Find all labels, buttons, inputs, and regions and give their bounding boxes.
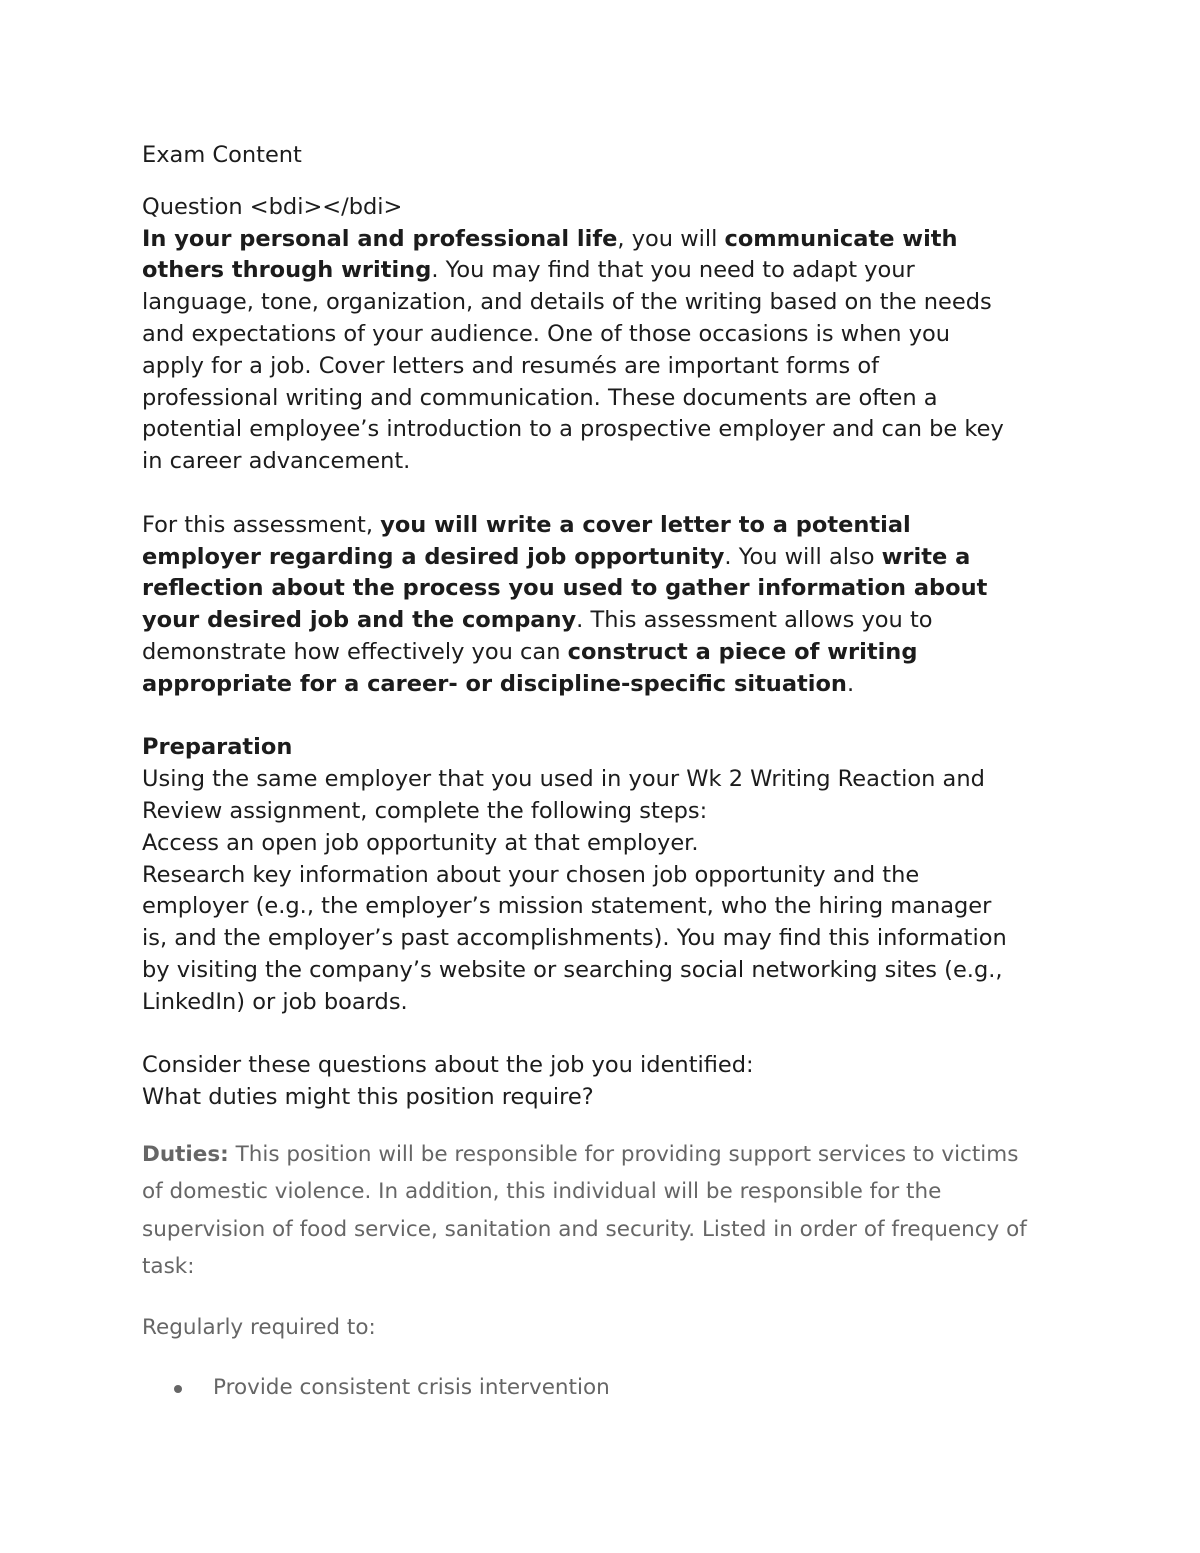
assessment-bold-2: employer regarding a desired job opportunity: [142, 543, 725, 570]
intro-line-6: professional writing and communication. These documents are often a: [142, 384, 938, 411]
bullet-text: Provide consistent crisis intervention: [213, 1375, 610, 1401]
duties-bullet-list: [142, 1369, 1062, 1407]
intro-line-4: and expectations of your audience. One of those occasions is when you: [142, 320, 951, 347]
intro-bold-1: In your personal and professional life: [142, 225, 618, 252]
preparation-step-2-line-3: is, and the employer’s past accomplishments). You may find this information: [142, 925, 1007, 952]
intro-bold-3: others through writing: [142, 257, 432, 284]
assessment-text-3: . This assessment allows you to: [576, 607, 933, 634]
intro-line-2: [142, 255, 1062, 287]
preparation-heading: [142, 732, 1062, 764]
intro-line-7: potential employee’s introduction to a prospective employer and can be key: [142, 416, 1004, 443]
duties-line-2: of domestic violence. In addition, this individual will be responsible for the: [142, 1179, 942, 1205]
intro-paragraph: [142, 224, 1062, 478]
assessment-line-6: [142, 669, 1062, 701]
preparation-step-1: Access an open job opportunity at that employer.: [142, 829, 699, 856]
intro-text-1: , you will: [617, 225, 725, 252]
preparation-line-1: Using the same employer that you used in your Wk 2 Writing Reaction and: [142, 766, 985, 793]
assessment-line-3: [142, 573, 1062, 605]
exam-title: Exam Content: [142, 142, 302, 168]
intro-bold-2: communicate with: [724, 225, 958, 252]
assessment-bold-5: your desired job and the company: [142, 607, 577, 634]
assessment-bold-6: construct a piece of writing: [567, 638, 918, 665]
preparation-step-2-line-5: LinkedIn) or job boards.: [142, 988, 408, 1015]
preparation-section: [142, 732, 1062, 1018]
assessment-paragraph: [142, 510, 1062, 701]
questions-intro: Consider these questions about the job you identified:: [142, 1052, 754, 1079]
assessment-bold-7: appropriate for a career- or discipline-specific situation: [142, 670, 847, 697]
assessment-text-1: For this assessment,: [142, 511, 381, 538]
assessment-bold-4: reflection about the process you used to gather information about: [142, 575, 988, 602]
questions-section: [142, 1050, 1062, 1114]
list-item: [142, 1369, 1062, 1407]
intro-line-1: [142, 224, 1062, 256]
duties-text-1: This position will be responsible for providing support services to victims: [228, 1141, 1019, 1167]
document-page: [142, 140, 1062, 1407]
assessment-bold-3: write a: [881, 543, 971, 570]
spacer: [142, 701, 1062, 733]
assessment-text-4: demonstrate how effectively you can: [142, 638, 568, 665]
spacer: [142, 478, 1062, 510]
duties-line-1: [142, 1136, 1062, 1174]
question-label: Question <bdi></bdi>: [142, 193, 403, 220]
duties-paragraph: [142, 1136, 1062, 1286]
question-duties: What duties might this position require?: [142, 1084, 594, 1111]
assessment-bold-1: you will write a cover letter to a potential: [380, 511, 911, 538]
preparation-step-2-line-4: by visiting the company’s website or searching social networking sites (e.g.,: [142, 956, 1003, 983]
assessment-text-5: .: [846, 670, 855, 697]
intro-line-8: in career advancement.: [142, 448, 411, 475]
assessment-line-2: [142, 542, 1062, 574]
duties-line-3: supervision of food service, sanitation and security. Listed in order of frequency of: [142, 1216, 1027, 1242]
assessment-line-4: [142, 605, 1062, 637]
assessment-text-2: . You will also: [724, 543, 882, 570]
preparation-heading-text: Preparation: [142, 734, 293, 761]
spacer: [142, 1019, 1062, 1051]
preparation-step-2-line-2: employer (e.g., the employer’s mission statement, who the hiring manager: [142, 893, 992, 920]
intro-line-3: language, tone, organization, and details of the writing based on the needs: [142, 289, 992, 316]
preparation-step-2-line-1: Research key information about your chosen job opportunity and the: [142, 861, 920, 888]
intro-text-2: . You may find that you need to adapt your: [431, 257, 915, 284]
assessment-line-5: [142, 637, 1062, 669]
intro-line-5: apply for a job. Cover letters and resumés are important forms of: [142, 352, 880, 379]
bullet-icon: [174, 1385, 182, 1393]
assessment-line-1: [142, 510, 1062, 542]
regularly-required-label: Regularly required to:: [142, 1314, 376, 1340]
duties-line-4: task:: [142, 1254, 195, 1280]
preparation-line-2: Review assignment, complete the following steps:: [142, 797, 708, 824]
duties-label: Duties:: [142, 1141, 229, 1167]
